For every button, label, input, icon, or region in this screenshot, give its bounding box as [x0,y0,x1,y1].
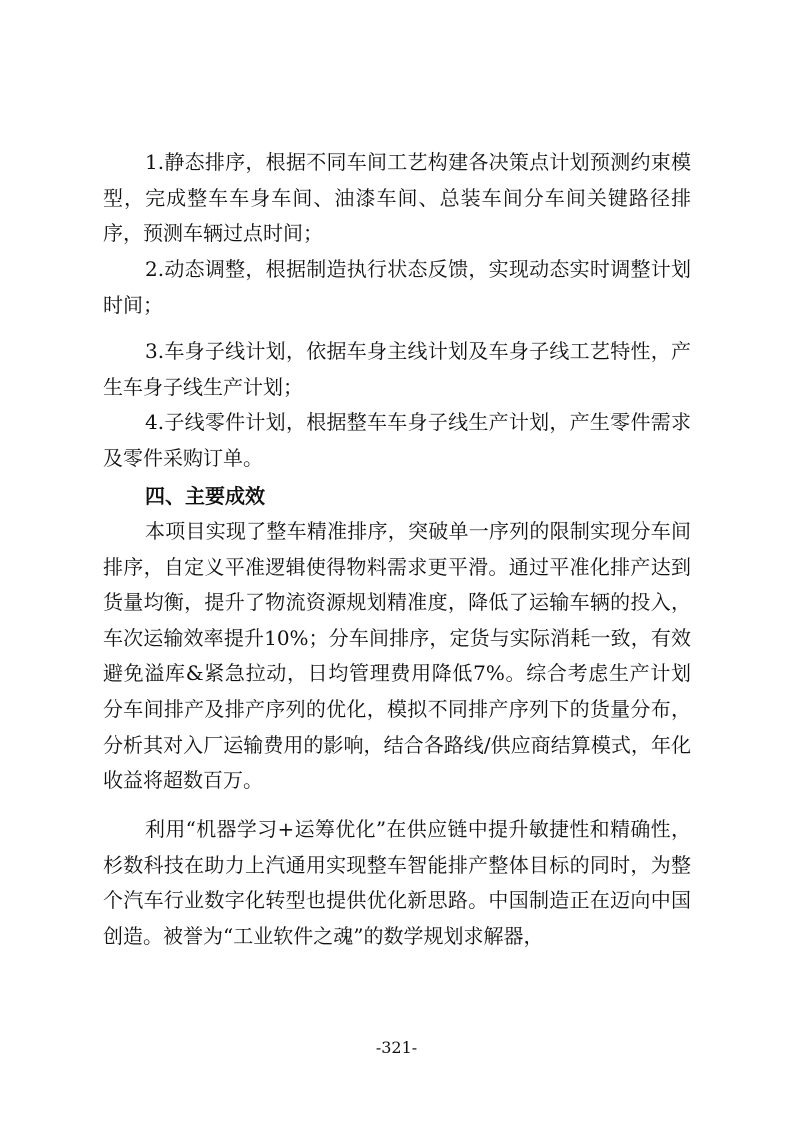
paragraph-project-results: 本项目实现了整车精准排序，突破单一序列的限制实现分车间排序，自定义平准逻辑使得物料需求更平滑。通过平准化排产达到货量均衡，提升了物流资源规划精准度，降低了运输车辆的投入，车次运输效率提升10%；分车间排序，定货与实际消耗一致，有效避免溢库&紧急拉动，日均管理费用降低7%。综合考虑生产计划分车间排产及排产序列的优化，模拟不同排产序列下的货量分布，分析其对入厂运输费用的影响，结合各路线/供应商结算模式，年化收益将超数百万。 [103,519,691,793]
paragraph-static-sequencing: 1.静态排序，根据不同车间工艺构建各决策点计划预测约束模型，完成整车车身车间、油漆车间、总装车间分车间关键路径排序，预测车辆过点时间； [103,150,691,246]
paragraph-ml-optimization: 利用“机器学习+运筹优化”在供应链中提升敏捷性和精确性，杉数科技在助力上汽通用实现整车智能排产整体目标的同时，为整个汽车行业数字化转型也提供优化新思路。中国制造正在迈向中国创造。被誉为“工业软件之魂”的数学规划求解器， [103,817,691,948]
section-heading-main-results: 四、主要成效 [145,484,265,508]
paragraph-body-subline-plan: 3.车身子线计划，依据车身主线计划及车身子线工艺特性，产生车身子线生产计划； [103,339,691,399]
paragraph-subline-parts-plan: 4.子线零件计划，根据整车车身子线生产计划，产生零件需求及零件采购订单。 [103,410,691,470]
paragraph-dynamic-adjustment: 2.动态调整，根据制造执行状态反馈，实现动态实时调整计划时间； [103,257,691,317]
page-number: -321- [375,1038,418,1057]
